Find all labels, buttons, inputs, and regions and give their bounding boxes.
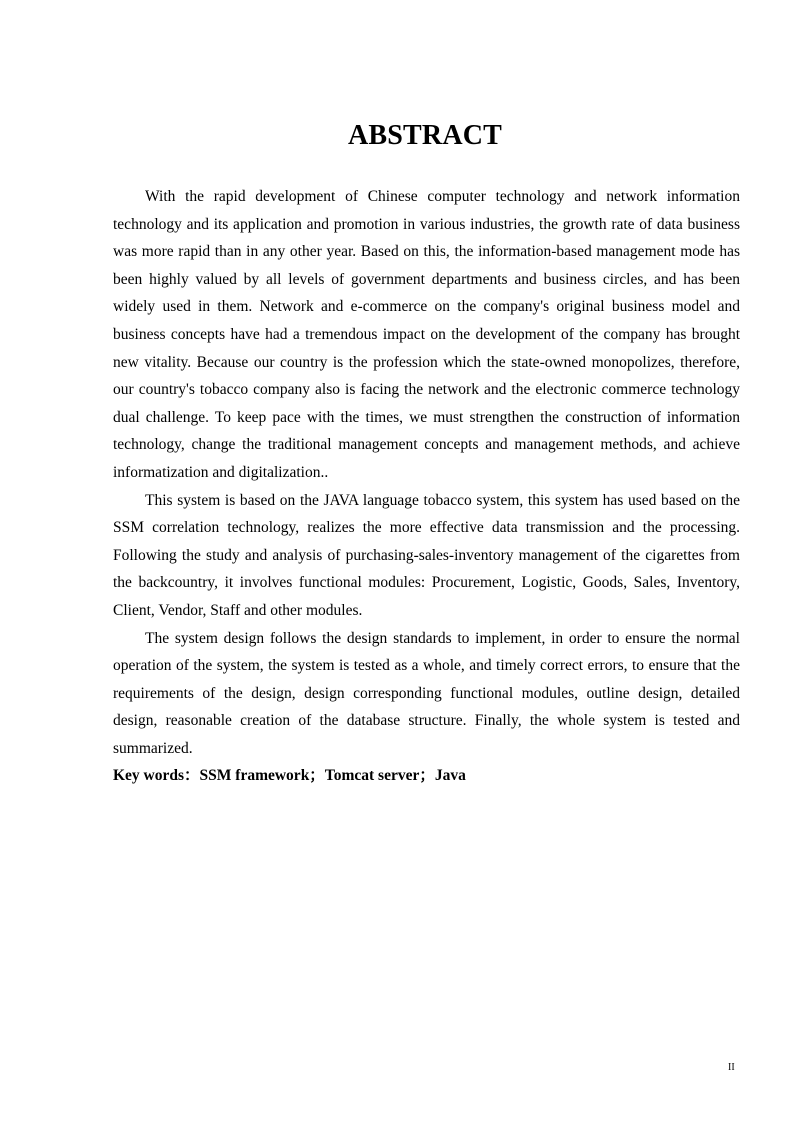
abstract-paragraph-2: This system is based on the JAVA language tobacco system, this system has used based on the SSM correlation technology, realizes the more effective data transmission and the processing. Following the study and analysis of purchasing-sales-inventory management of the cigarettes from the backcountry, it involves functional modules: Procurement, Logistic, Goods, Sales, Inventory, Client, Vendor, Staff and other modules. [113,491,740,619]
page-number: II [728,1062,735,1073]
abstract-paragraph-1: With the rapid development of Chinese computer technology and network information technology and its application and promotion in various industries, the growth rate of data business was more rapid than in any other year. Based on this, the information-based management mode has been highly valued by all levels of government departments and business circles, and has been widely used in them. Network and e-commerce on the company's original business model and business concepts have had a tremendous impact on the development of the company has brought new vitality. Because our country is the profession which the state-owned monopolizes, therefore, our country's tobacco company also is facing the network and the electronic commerce technology dual challenge. To keep pace with the times, we must strengthen the construction of information technology, change the traditional management concepts and management methods, and achieve informatization and digitalization.. [113,188,740,481]
abstract-body [113,183,740,790]
abstract-title: ABSTRACT [347,120,503,151]
abstract-paragraph-3: The system design follows the design standards to implement, in order to ensure the normal operation of the system, the system is tested as a whole, and timely correct errors, to ensure that the requirements of the design, design corresponding functional modules, outline design, detailed design, reasonable creation of the database structure. Finally, the whole system is tested and summarized. [113,629,740,757]
keywords-line: Key words：SSM framework；Tomcat server；Java [113,767,466,785]
